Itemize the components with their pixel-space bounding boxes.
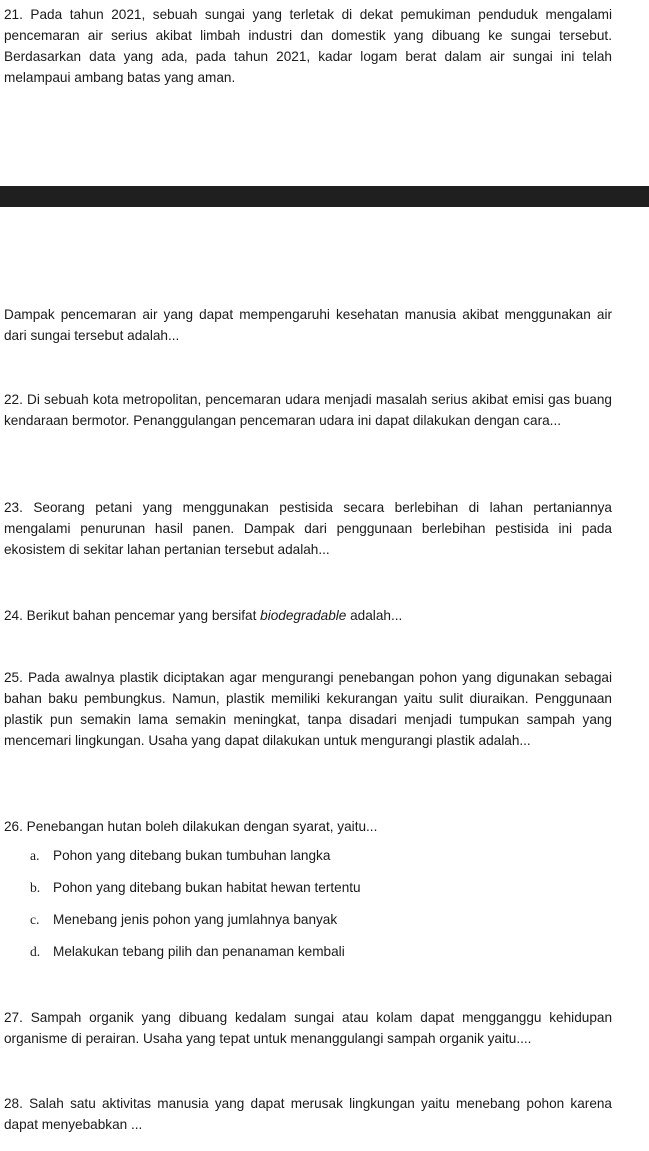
option-letter: a. xyxy=(30,848,40,863)
question-28-text: 28. Salah satu aktivitas manusia yang dapat merusak lingkungan yaitu menebang pohon karena dapat menyebabkan ... xyxy=(4,1096,612,1132)
option-b xyxy=(30,880,361,896)
question-24-italic: biodegradable xyxy=(260,608,347,623)
option-a xyxy=(30,848,330,864)
option-letter: d. xyxy=(30,944,41,959)
question-21-prompt: Dampak pencemaran air yang dapat mempengaruhi kesehatan manusia akibat menggunakan air dari sungai tersebut adalah... xyxy=(4,307,612,343)
option-text: Menebang jenis pohon yang jumlahnya banyak xyxy=(53,912,338,927)
question-21-text: 21. Pada tahun 2021, sebuah sungai yang terletak di dekat pemukiman penduduk mengalami pencemaran air serius akibat limbah industri dan domestik yang dibuang ke sungai tersebut. Berdasarkan data yang ada, pada tahun 2021, kadar logam berat dalam air sungai ini telah melampaui ambang batas yang aman. xyxy=(4,7,612,85)
option-letter: c. xyxy=(30,912,40,927)
option-c xyxy=(30,912,337,928)
question-25-text: 25. Pada awalnya plastik diciptakan agar mengurangi penebangan pohon yang digunakan sebagai bahan baku pembungkus. Namun, plastik memiliki kekurangan yaitu sulit diuraikan. Penggunaan plastik pun semakin lama semakin meningkat, tanpa disadari menjadi tumpukan sampah yang mencemari lingkungan. Usaha yang dapat dilakukan untuk mengurangi plastik adalah... xyxy=(4,670,612,748)
question-27-text: 27. Sampah organik yang dibuang kedalam sungai atau kolam dapat mengganggu kehidupan organisme di perairan. Usaha yang tepat untuk menanggulangi sampah organik yaitu.... xyxy=(4,1010,612,1046)
redacted-bar xyxy=(0,186,649,207)
question-26-text: 26. Penebangan hutan boleh dilakukan dengan syarat, yaitu... xyxy=(4,819,378,834)
question-24-text xyxy=(4,605,612,626)
option-d xyxy=(30,944,345,960)
question-24-prefix: 24. Berikut bahan pencemar yang bersifat xyxy=(4,608,261,623)
option-text: Pohon yang ditebang bukan habitat hewan tertentu xyxy=(53,880,361,895)
question-22-text: 22. Di sebuah kota metropolitan, pencemaran udara menjadi masalah serius akibat emisi gas buang kendaraan bermotor. Penanggulangan pencemaran udara ini dapat dilakukan dengan cara... xyxy=(4,392,612,428)
question-24-suffix: adalah... xyxy=(346,608,403,623)
option-text: Pohon yang ditebang bukan tumbuhan langka xyxy=(53,848,331,863)
option-text: Melakukan tebang pilih dan penanaman kembali xyxy=(53,944,345,959)
option-letter: b. xyxy=(30,880,41,895)
question-23-text: 23. Seorang petani yang menggunakan pestisida secara berlebihan di lahan pertaniannya mengalami penurunan hasil panen. Dampak dari penggunaan berlebihan pestisida ini pada ekosistem di sekitar lahan pertanian tersebut adalah... xyxy=(4,500,612,557)
